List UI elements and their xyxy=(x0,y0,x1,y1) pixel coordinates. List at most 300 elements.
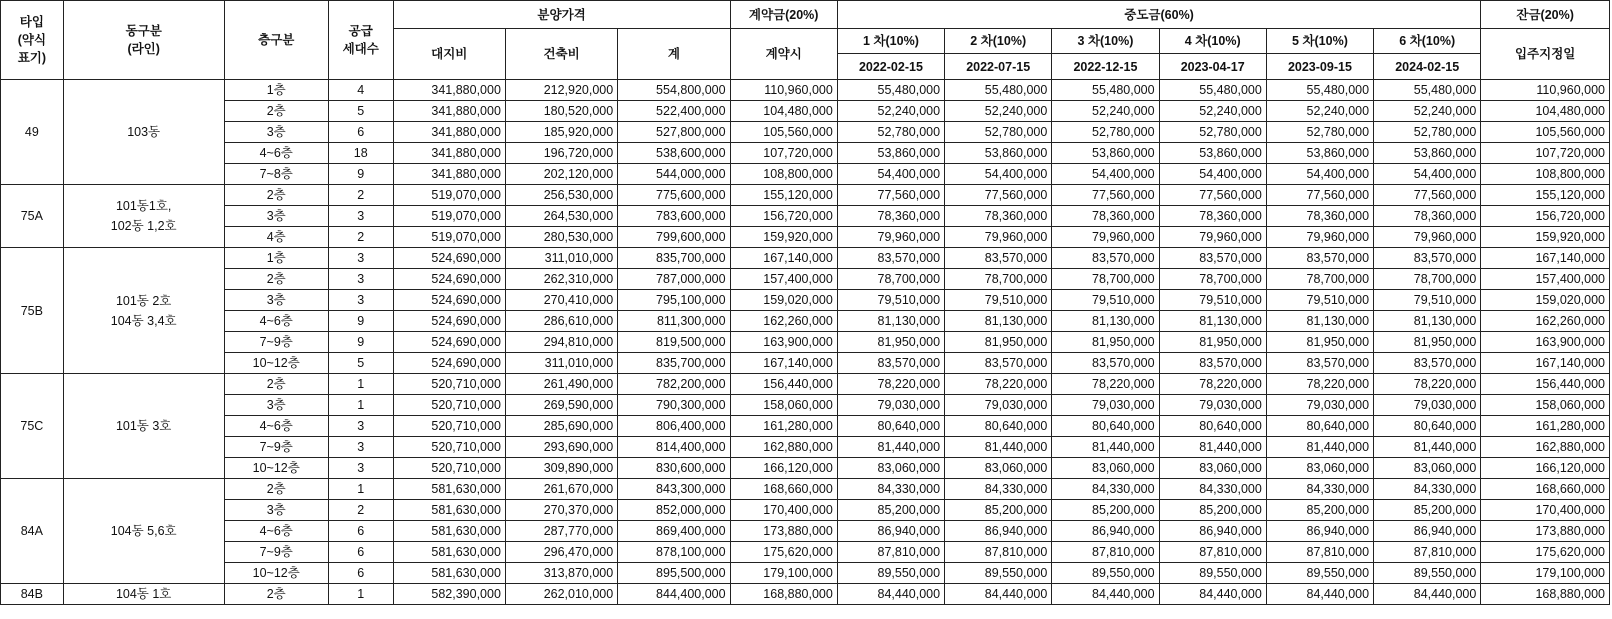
interim-payment-cell: 79,510,000 xyxy=(1159,290,1266,311)
building-price-cell: 293,690,000 xyxy=(505,437,617,458)
building-price-cell: 311,010,000 xyxy=(505,353,617,374)
floor-cell: 4층 xyxy=(224,227,328,248)
interim-payment-cell: 77,560,000 xyxy=(1159,185,1266,206)
building-price-cell: 212,920,000 xyxy=(505,80,617,101)
header-units: 공급 세대수 xyxy=(328,1,393,80)
deposit-cell: 168,660,000 xyxy=(730,479,837,500)
building-price-cell: 264,530,000 xyxy=(505,206,617,227)
interim-payment-cell: 81,440,000 xyxy=(945,437,1052,458)
interim-payment-cell: 78,360,000 xyxy=(1159,206,1266,227)
building-price-cell: 261,670,000 xyxy=(505,479,617,500)
interim-payment-cell: 79,030,000 xyxy=(1052,395,1159,416)
floor-cell: 4~6층 xyxy=(224,143,328,164)
interim-payment-cell: 81,950,000 xyxy=(837,332,944,353)
interim-payment-cell: 83,570,000 xyxy=(945,248,1052,269)
interim-payment-cell: 54,400,000 xyxy=(837,164,944,185)
interim-payment-cell: 79,510,000 xyxy=(837,290,944,311)
building-price-cell: 270,410,000 xyxy=(505,290,617,311)
land-price-cell: 581,630,000 xyxy=(393,479,505,500)
interim-payment-cell: 87,810,000 xyxy=(837,542,944,563)
header-interim-round-label: 5 차(10%) xyxy=(1266,29,1373,54)
interim-payment-cell: 86,940,000 xyxy=(1374,521,1481,542)
header-interim-round-date: 2023-04-17 xyxy=(1159,54,1266,80)
units-cell: 1 xyxy=(328,584,393,605)
total-price-cell: 811,300,000 xyxy=(618,311,730,332)
table-row xyxy=(1,374,1610,395)
header-floor: 층구분 xyxy=(224,1,328,80)
floor-cell: 4~6층 xyxy=(224,416,328,437)
dong-line-cell: 101동1호, 102동 1,2호 xyxy=(63,185,224,248)
interim-payment-cell: 86,940,000 xyxy=(1052,521,1159,542)
type-cell: 75C xyxy=(1,374,64,479)
interim-payment-cell: 86,940,000 xyxy=(837,521,944,542)
header-sale-price: 분양가격 xyxy=(393,1,730,29)
interim-payment-cell: 81,130,000 xyxy=(1266,311,1373,332)
deposit-cell: 167,140,000 xyxy=(730,353,837,374)
interim-payment-cell: 80,640,000 xyxy=(1374,416,1481,437)
deposit-cell: 107,720,000 xyxy=(730,143,837,164)
interim-payment-cell: 79,960,000 xyxy=(1159,227,1266,248)
interim-payment-cell: 83,060,000 xyxy=(1159,458,1266,479)
table-row xyxy=(1,311,1610,332)
interim-payment-cell: 52,240,000 xyxy=(1159,101,1266,122)
floor-cell: 2층 xyxy=(224,185,328,206)
floor-cell: 3층 xyxy=(224,500,328,521)
floor-cell: 7~8층 xyxy=(224,164,328,185)
interim-payment-cell: 80,640,000 xyxy=(945,416,1052,437)
interim-payment-cell: 83,060,000 xyxy=(1052,458,1159,479)
interim-payment-cell: 53,860,000 xyxy=(945,143,1052,164)
deposit-cell: 156,720,000 xyxy=(730,206,837,227)
interim-payment-cell: 83,570,000 xyxy=(1266,353,1373,374)
table-row xyxy=(1,185,1610,206)
total-price-cell: 775,600,000 xyxy=(618,185,730,206)
table-row xyxy=(1,122,1610,143)
interim-payment-cell: 79,030,000 xyxy=(1374,395,1481,416)
land-price-cell: 519,070,000 xyxy=(393,206,505,227)
floor-cell: 4~6층 xyxy=(224,521,328,542)
deposit-cell: 108,800,000 xyxy=(730,164,837,185)
interim-payment-cell: 77,560,000 xyxy=(1052,185,1159,206)
deposit-cell: 179,100,000 xyxy=(730,563,837,584)
interim-payment-cell: 79,030,000 xyxy=(1266,395,1373,416)
deposit-cell: 162,260,000 xyxy=(730,311,837,332)
deposit-cell: 155,120,000 xyxy=(730,185,837,206)
units-cell: 3 xyxy=(328,416,393,437)
interim-payment-cell: 85,200,000 xyxy=(1374,500,1481,521)
header-interim: 중도금(60%) xyxy=(837,1,1481,29)
floor-cell: 3층 xyxy=(224,395,328,416)
floor-cell: 2층 xyxy=(224,584,328,605)
building-price-cell: 296,470,000 xyxy=(505,542,617,563)
interim-payment-cell: 53,860,000 xyxy=(1159,143,1266,164)
land-price-cell: 520,710,000 xyxy=(393,395,505,416)
dong-line-cell: 104동 5,6호 xyxy=(63,479,224,584)
interim-payment-cell: 83,060,000 xyxy=(945,458,1052,479)
header-building: 건축비 xyxy=(505,29,617,80)
header-interim-round-label: 2 차(10%) xyxy=(945,29,1052,54)
table-row xyxy=(1,521,1610,542)
table-row xyxy=(1,395,1610,416)
total-price-cell: 554,800,000 xyxy=(618,80,730,101)
land-price-cell: 341,880,000 xyxy=(393,101,505,122)
deposit-cell: 158,060,000 xyxy=(730,395,837,416)
total-price-cell: 787,000,000 xyxy=(618,269,730,290)
units-cell: 3 xyxy=(328,206,393,227)
interim-payment-cell: 86,940,000 xyxy=(1266,521,1373,542)
table-row xyxy=(1,269,1610,290)
balance-cell: 156,720,000 xyxy=(1481,206,1610,227)
balance-cell: 162,880,000 xyxy=(1481,437,1610,458)
table-row xyxy=(1,416,1610,437)
land-price-cell: 524,690,000 xyxy=(393,353,505,374)
building-price-cell: 285,690,000 xyxy=(505,416,617,437)
header-interim-round-label: 1 차(10%) xyxy=(837,29,944,54)
interim-payment-cell: 54,400,000 xyxy=(945,164,1052,185)
interim-payment-cell: 84,330,000 xyxy=(837,479,944,500)
land-price-cell: 341,880,000 xyxy=(393,164,505,185)
header-balance: 잔금(20%) xyxy=(1481,1,1610,29)
interim-payment-cell: 55,480,000 xyxy=(837,80,944,101)
balance-cell: 179,100,000 xyxy=(1481,563,1610,584)
header-interim-round-label: 3 차(10%) xyxy=(1052,29,1159,54)
interim-payment-cell: 83,060,000 xyxy=(1374,458,1481,479)
header-dong: 동구분 (라인) xyxy=(63,1,224,80)
interim-payment-cell: 83,570,000 xyxy=(1052,353,1159,374)
deposit-cell: 157,400,000 xyxy=(730,269,837,290)
units-cell: 5 xyxy=(328,353,393,374)
interim-payment-cell: 79,960,000 xyxy=(1374,227,1481,248)
interim-payment-cell: 52,780,000 xyxy=(1374,122,1481,143)
header-deposit-when: 계약시 xyxy=(730,29,837,80)
interim-payment-cell: 79,960,000 xyxy=(837,227,944,248)
interim-payment-cell: 77,560,000 xyxy=(1266,185,1373,206)
land-price-cell: 581,630,000 xyxy=(393,521,505,542)
interim-payment-cell: 78,700,000 xyxy=(1159,269,1266,290)
table-header xyxy=(1,1,1610,80)
balance-cell: 168,880,000 xyxy=(1481,584,1610,605)
total-price-cell: 799,600,000 xyxy=(618,227,730,248)
units-cell: 6 xyxy=(328,122,393,143)
units-cell: 3 xyxy=(328,437,393,458)
floor-cell: 2층 xyxy=(224,374,328,395)
deposit-cell: 168,880,000 xyxy=(730,584,837,605)
balance-cell: 108,800,000 xyxy=(1481,164,1610,185)
total-price-cell: 527,800,000 xyxy=(618,122,730,143)
interim-payment-cell: 83,570,000 xyxy=(1374,353,1481,374)
table-row xyxy=(1,290,1610,311)
deposit-cell: 170,400,000 xyxy=(730,500,837,521)
building-price-cell: 262,010,000 xyxy=(505,584,617,605)
interim-payment-cell: 83,570,000 xyxy=(837,248,944,269)
interim-payment-cell: 52,240,000 xyxy=(1374,101,1481,122)
total-price-cell: 835,700,000 xyxy=(618,353,730,374)
interim-payment-cell: 78,700,000 xyxy=(1374,269,1481,290)
interim-payment-cell: 52,240,000 xyxy=(945,101,1052,122)
floor-cell: 2층 xyxy=(224,269,328,290)
units-cell: 2 xyxy=(328,185,393,206)
balance-cell: 163,900,000 xyxy=(1481,332,1610,353)
total-price-cell: 895,500,000 xyxy=(618,563,730,584)
interim-payment-cell: 78,700,000 xyxy=(837,269,944,290)
building-price-cell: 256,530,000 xyxy=(505,185,617,206)
interim-payment-cell: 89,550,000 xyxy=(1052,563,1159,584)
interim-payment-cell: 78,700,000 xyxy=(1052,269,1159,290)
total-price-cell: 783,600,000 xyxy=(618,206,730,227)
deposit-cell: 175,620,000 xyxy=(730,542,837,563)
floor-cell: 10~12층 xyxy=(224,458,328,479)
interim-payment-cell: 79,510,000 xyxy=(1266,290,1373,311)
interim-payment-cell: 83,060,000 xyxy=(837,458,944,479)
interim-payment-cell: 83,570,000 xyxy=(837,353,944,374)
interim-payment-cell: 81,440,000 xyxy=(1374,437,1481,458)
header-interim-round-label: 4 차(10%) xyxy=(1159,29,1266,54)
land-price-cell: 520,710,000 xyxy=(393,374,505,395)
interim-payment-cell: 55,480,000 xyxy=(1374,80,1481,101)
interim-payment-cell: 84,330,000 xyxy=(1052,479,1159,500)
floor-cell: 10~12층 xyxy=(224,353,328,374)
units-cell: 2 xyxy=(328,227,393,248)
land-price-cell: 520,710,000 xyxy=(393,416,505,437)
interim-payment-cell: 85,200,000 xyxy=(945,500,1052,521)
header-interim-round-date: 2024-02-15 xyxy=(1374,54,1481,80)
floor-cell: 7~9층 xyxy=(224,332,328,353)
interim-payment-cell: 52,780,000 xyxy=(837,122,944,143)
interim-payment-cell: 81,440,000 xyxy=(1266,437,1373,458)
header-type: 타입 (약식 표기) xyxy=(1,1,64,80)
land-price-cell: 524,690,000 xyxy=(393,311,505,332)
interim-payment-cell: 84,330,000 xyxy=(1374,479,1481,500)
deposit-cell: 173,880,000 xyxy=(730,521,837,542)
balance-cell: 158,060,000 xyxy=(1481,395,1610,416)
interim-payment-cell: 78,700,000 xyxy=(945,269,1052,290)
units-cell: 6 xyxy=(328,563,393,584)
land-price-cell: 581,630,000 xyxy=(393,500,505,521)
deposit-cell: 105,560,000 xyxy=(730,122,837,143)
interim-payment-cell: 53,860,000 xyxy=(1052,143,1159,164)
balance-cell: 168,660,000 xyxy=(1481,479,1610,500)
building-price-cell: 262,310,000 xyxy=(505,269,617,290)
interim-payment-cell: 83,570,000 xyxy=(1374,248,1481,269)
balance-cell: 167,140,000 xyxy=(1481,248,1610,269)
total-price-cell: 869,400,000 xyxy=(618,521,730,542)
table-row xyxy=(1,479,1610,500)
balance-cell: 159,020,000 xyxy=(1481,290,1610,311)
interim-payment-cell: 53,860,000 xyxy=(1266,143,1373,164)
land-price-cell: 582,390,000 xyxy=(393,584,505,605)
land-price-cell: 520,710,000 xyxy=(393,458,505,479)
floor-cell: 2층 xyxy=(224,479,328,500)
interim-payment-cell: 79,030,000 xyxy=(837,395,944,416)
total-price-cell: 790,300,000 xyxy=(618,395,730,416)
interim-payment-cell: 80,640,000 xyxy=(1266,416,1373,437)
interim-payment-cell: 80,640,000 xyxy=(1052,416,1159,437)
interim-payment-cell: 83,570,000 xyxy=(1266,248,1373,269)
balance-cell: 170,400,000 xyxy=(1481,500,1610,521)
header-land: 대지비 xyxy=(393,29,505,80)
interim-payment-cell: 85,200,000 xyxy=(1159,500,1266,521)
interim-payment-cell: 79,510,000 xyxy=(1052,290,1159,311)
building-price-cell: 270,370,000 xyxy=(505,500,617,521)
total-price-cell: 878,100,000 xyxy=(618,542,730,563)
units-cell: 4 xyxy=(328,80,393,101)
interim-payment-cell: 55,480,000 xyxy=(1052,80,1159,101)
units-cell: 1 xyxy=(328,395,393,416)
dong-line-cell: 104동 1호 xyxy=(63,584,224,605)
building-price-cell: 261,490,000 xyxy=(505,374,617,395)
building-price-cell: 313,870,000 xyxy=(505,563,617,584)
interim-payment-cell: 89,550,000 xyxy=(1374,563,1481,584)
building-price-cell: 309,890,000 xyxy=(505,458,617,479)
floor-cell: 3층 xyxy=(224,206,328,227)
deposit-cell: 104,480,000 xyxy=(730,101,837,122)
table-row xyxy=(1,248,1610,269)
interim-payment-cell: 79,510,000 xyxy=(945,290,1052,311)
interim-payment-cell: 86,940,000 xyxy=(945,521,1052,542)
balance-cell: 107,720,000 xyxy=(1481,143,1610,164)
interim-payment-cell: 84,440,000 xyxy=(1159,584,1266,605)
interim-payment-cell: 84,440,000 xyxy=(837,584,944,605)
interim-payment-cell: 87,810,000 xyxy=(1159,542,1266,563)
interim-payment-cell: 87,810,000 xyxy=(1052,542,1159,563)
interim-payment-cell: 86,940,000 xyxy=(1159,521,1266,542)
interim-payment-cell: 80,640,000 xyxy=(1159,416,1266,437)
balance-cell: 110,960,000 xyxy=(1481,80,1610,101)
total-price-cell: 843,300,000 xyxy=(618,479,730,500)
interim-payment-cell: 81,130,000 xyxy=(1374,311,1481,332)
interim-payment-cell: 52,780,000 xyxy=(1266,122,1373,143)
interim-payment-cell: 89,550,000 xyxy=(1266,563,1373,584)
floor-cell: 1층 xyxy=(224,80,328,101)
floor-cell: 7~9층 xyxy=(224,542,328,563)
total-price-cell: 830,600,000 xyxy=(618,458,730,479)
interim-payment-cell: 83,570,000 xyxy=(1159,353,1266,374)
interim-payment-cell: 81,130,000 xyxy=(1052,311,1159,332)
deposit-cell: 159,020,000 xyxy=(730,290,837,311)
header-deposit: 계약금(20%) xyxy=(730,1,837,29)
interim-payment-cell: 81,130,000 xyxy=(837,311,944,332)
units-cell: 3 xyxy=(328,458,393,479)
table-row xyxy=(1,164,1610,185)
table-row xyxy=(1,542,1610,563)
table-row xyxy=(1,500,1610,521)
interim-payment-cell: 84,440,000 xyxy=(1374,584,1481,605)
balance-cell: 105,560,000 xyxy=(1481,122,1610,143)
interim-payment-cell: 78,220,000 xyxy=(837,374,944,395)
land-price-cell: 519,070,000 xyxy=(393,185,505,206)
units-cell: 1 xyxy=(328,374,393,395)
land-price-cell: 341,880,000 xyxy=(393,80,505,101)
interim-payment-cell: 52,240,000 xyxy=(1266,101,1373,122)
total-price-cell: 544,000,000 xyxy=(618,164,730,185)
units-cell: 18 xyxy=(328,143,393,164)
balance-cell: 173,880,000 xyxy=(1481,521,1610,542)
interim-payment-cell: 84,440,000 xyxy=(1052,584,1159,605)
land-price-cell: 524,690,000 xyxy=(393,269,505,290)
interim-payment-cell: 54,400,000 xyxy=(1374,164,1481,185)
building-price-cell: 294,810,000 xyxy=(505,332,617,353)
units-cell: 2 xyxy=(328,500,393,521)
floor-cell: 10~12층 xyxy=(224,563,328,584)
units-cell: 3 xyxy=(328,290,393,311)
interim-payment-cell: 79,030,000 xyxy=(1159,395,1266,416)
interim-payment-cell: 81,950,000 xyxy=(1159,332,1266,353)
interim-payment-cell: 84,330,000 xyxy=(945,479,1052,500)
land-price-cell: 524,690,000 xyxy=(393,290,505,311)
type-cell: 49 xyxy=(1,80,64,185)
total-price-cell: 819,500,000 xyxy=(618,332,730,353)
interim-payment-cell: 89,550,000 xyxy=(945,563,1052,584)
balance-cell: 157,400,000 xyxy=(1481,269,1610,290)
type-cell: 84A xyxy=(1,479,64,584)
dong-line-cell: 101동 2호 104동 3,4호 xyxy=(63,248,224,374)
interim-payment-cell: 52,780,000 xyxy=(1159,122,1266,143)
interim-payment-cell: 55,480,000 xyxy=(1159,80,1266,101)
dong-line-cell: 103동 xyxy=(63,80,224,185)
interim-payment-cell: 81,950,000 xyxy=(945,332,1052,353)
interim-payment-cell: 89,550,000 xyxy=(1159,563,1266,584)
table-body xyxy=(1,80,1610,605)
interim-payment-cell: 78,220,000 xyxy=(1052,374,1159,395)
interim-payment-cell: 80,640,000 xyxy=(837,416,944,437)
interim-payment-cell: 84,330,000 xyxy=(1266,479,1373,500)
units-cell: 1 xyxy=(328,479,393,500)
deposit-cell: 163,900,000 xyxy=(730,332,837,353)
balance-cell: 159,920,000 xyxy=(1481,227,1610,248)
units-cell: 3 xyxy=(328,248,393,269)
table-row xyxy=(1,227,1610,248)
interim-payment-cell: 89,550,000 xyxy=(837,563,944,584)
deposit-cell: 166,120,000 xyxy=(730,458,837,479)
table-row xyxy=(1,563,1610,584)
table-row xyxy=(1,584,1610,605)
total-price-cell: 795,100,000 xyxy=(618,290,730,311)
building-price-cell: 269,590,000 xyxy=(505,395,617,416)
building-price-cell: 280,530,000 xyxy=(505,227,617,248)
land-price-cell: 581,630,000 xyxy=(393,563,505,584)
header-interim-round-date: 2022-07-15 xyxy=(945,54,1052,80)
total-price-cell: 538,600,000 xyxy=(618,143,730,164)
units-cell: 9 xyxy=(328,164,393,185)
interim-payment-cell: 81,950,000 xyxy=(1052,332,1159,353)
balance-cell: 166,120,000 xyxy=(1481,458,1610,479)
interim-payment-cell: 79,030,000 xyxy=(945,395,1052,416)
interim-payment-cell: 85,200,000 xyxy=(837,500,944,521)
interim-payment-cell: 78,360,000 xyxy=(1052,206,1159,227)
interim-payment-cell: 79,960,000 xyxy=(1266,227,1373,248)
interim-payment-cell: 78,360,000 xyxy=(1374,206,1481,227)
interim-payment-cell: 53,860,000 xyxy=(837,143,944,164)
floor-cell: 3층 xyxy=(224,122,328,143)
total-price-cell: 835,700,000 xyxy=(618,248,730,269)
interim-payment-cell: 83,570,000 xyxy=(1159,248,1266,269)
interim-payment-cell: 81,950,000 xyxy=(1266,332,1373,353)
interim-payment-cell: 54,400,000 xyxy=(1266,164,1373,185)
interim-payment-cell: 78,220,000 xyxy=(1266,374,1373,395)
interim-payment-cell: 52,240,000 xyxy=(1052,101,1159,122)
interim-payment-cell: 77,560,000 xyxy=(945,185,1052,206)
dong-line-cell: 101동 3호 xyxy=(63,374,224,479)
total-price-cell: 814,400,000 xyxy=(618,437,730,458)
interim-payment-cell: 84,330,000 xyxy=(1159,479,1266,500)
land-price-cell: 581,630,000 xyxy=(393,542,505,563)
interim-payment-cell: 87,810,000 xyxy=(1266,542,1373,563)
interim-payment-cell: 85,200,000 xyxy=(1266,500,1373,521)
header-interim-round-date: 2022-12-15 xyxy=(1052,54,1159,80)
table-row xyxy=(1,332,1610,353)
table-row xyxy=(1,206,1610,227)
units-cell: 6 xyxy=(328,542,393,563)
